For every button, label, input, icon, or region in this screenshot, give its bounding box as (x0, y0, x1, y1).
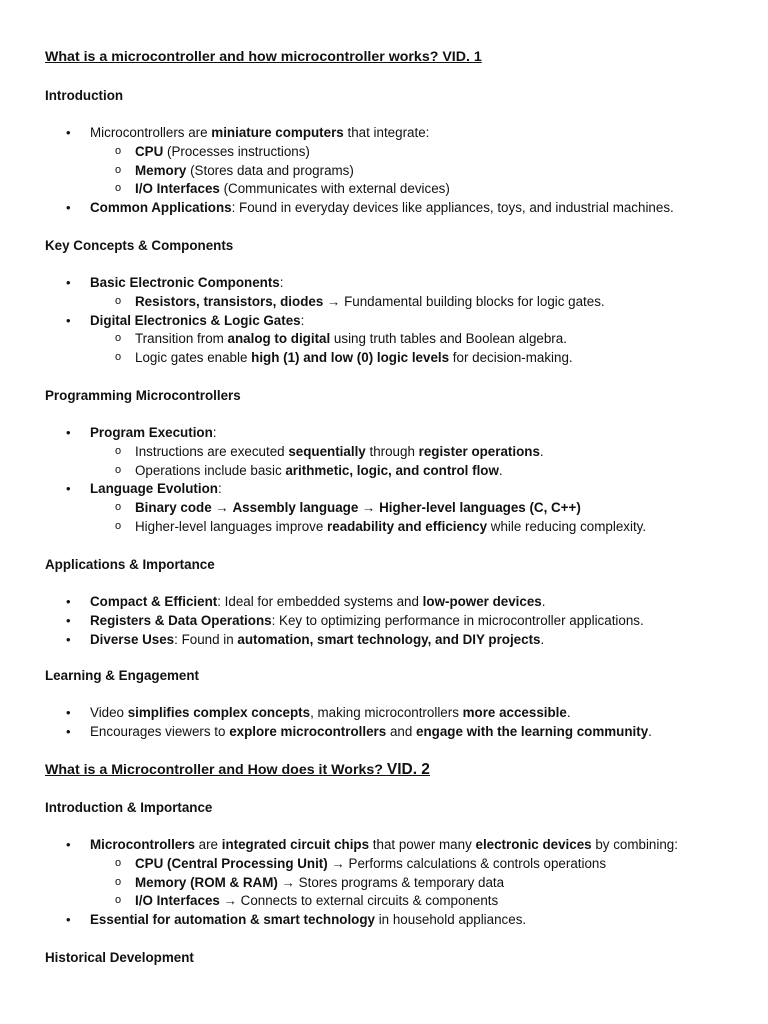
list-applications (0, 593, 768, 649)
text: Logic gates enable (135, 350, 252, 366)
text: → Fundamental building blocks for logic gates. (323, 293, 605, 309)
bold-text: explore microcontrollers (229, 723, 387, 739)
bold-text: I/O Interfaces (135, 181, 220, 197)
bold-text: Essential for automation & smart technology (90, 912, 375, 928)
bullet-item (0, 480, 768, 499)
bullet-item (0, 836, 768, 855)
title-vid2-text: What is a Microcontroller and How does it Works? (45, 762, 387, 778)
text: through (365, 443, 419, 459)
text: Video (90, 705, 128, 720)
text: : (300, 312, 305, 328)
heading-historical-development: Historical Development (45, 950, 194, 965)
bold-text: more accessible (462, 705, 567, 720)
text: : Found in (174, 631, 238, 647)
bold-text: Diverse Uses (90, 631, 175, 647)
sub-bullet-item (0, 874, 768, 893)
text: → (211, 500, 233, 516)
bold-text: I/O Interfaces (135, 893, 220, 909)
sub-bullet-item (0, 162, 768, 181)
bullet-item (0, 124, 768, 143)
bold-text: analog to digital (227, 331, 331, 347)
bold-text: sequentially (288, 443, 366, 459)
text: for decision-making. (449, 350, 573, 366)
sub-bullet-item (0, 499, 768, 518)
sub-bullet-item (0, 180, 768, 199)
bold-text: electronic devices (475, 837, 592, 852)
text: → Performs calculations & controls operations (327, 855, 607, 871)
text: . (566, 705, 571, 720)
text: . (498, 462, 503, 478)
text: : (212, 425, 217, 440)
sub-bullet-item (0, 330, 768, 349)
document-title-vid2 (45, 761, 430, 780)
text: . (540, 631, 545, 647)
bold-text: Common Applications (90, 200, 232, 216)
heading-applications: Applications & Importance (45, 557, 215, 572)
sub-bullet-item (0, 349, 768, 368)
bullet-item (0, 612, 768, 631)
bold-text: CPU (135, 143, 164, 159)
bold-text: Microcontrollers (90, 837, 195, 852)
bullet-item (0, 312, 768, 331)
bold-text: simplifies complex concepts (127, 705, 311, 720)
bold-text: arithmetic, logic, and control flow (285, 462, 499, 478)
bold-text: Higher-level languages (C, C++) (379, 500, 581, 516)
list-programming (0, 424, 768, 537)
text: Encourages viewers to (90, 723, 230, 739)
sub-bullet-item (0, 518, 768, 537)
bold-text: Digital Electronics & Logic Gates (90, 312, 301, 328)
heading-introduction-importance: Introduction & Importance (45, 800, 213, 815)
sub-bullet-item (0, 443, 768, 462)
text: Microcontrollers are (90, 125, 212, 140)
bold-text: Memory (ROM & RAM) (135, 874, 278, 890)
heading-introduction: Introduction (45, 88, 124, 103)
sub-bullet-item (0, 143, 768, 162)
bold-text: engage with the learning community (416, 723, 649, 739)
sub-bullet-item (0, 462, 768, 481)
text: (Communicates with external devices) (219, 181, 450, 197)
bullet-item (0, 593, 768, 612)
list-key-concepts (0, 274, 768, 368)
text: using truth tables and Boolean algebra. (330, 331, 567, 347)
title-vid2-label: VID. 2 (386, 761, 430, 778)
bold-text: Registers & Data Operations (90, 612, 272, 628)
text: : (279, 275, 284, 290)
sub-bullet-item (0, 293, 768, 312)
document-title-vid1: What is a microcontroller and how microcontroller works? VID. 1 (45, 49, 482, 65)
bold-text: Resistors, transistors, diodes (135, 293, 324, 309)
text: that integrate: (343, 125, 430, 140)
bold-text: automation, smart technology, and DIY projects (237, 631, 541, 647)
text: Instructions are executed (135, 443, 289, 459)
heading-programming: Programming Microcontrollers (45, 388, 241, 403)
bold-text: readability and efficiency (327, 518, 488, 534)
bold-text: Binary code (135, 500, 212, 516)
bold-text: register operations (418, 443, 540, 459)
text: and (386, 723, 417, 739)
heading-key-concepts: Key Concepts & Components (45, 238, 234, 253)
list-learning (0, 704, 768, 742)
text: → Stores programs & temporary data (277, 874, 505, 890)
bold-text: CPU (Central Processing Unit) (135, 855, 328, 871)
text: by combining: (591, 837, 678, 852)
text: . (541, 594, 546, 609)
text: while reducing complexity. (487, 518, 647, 534)
bullet-item (0, 911, 768, 930)
text: Transition from (135, 331, 228, 347)
bold-text: Program Execution (90, 425, 213, 440)
text: . (648, 723, 652, 739)
text: : Key to optimizing performance in microcontroller applications. (271, 612, 644, 628)
text: (Processes instructions) (163, 143, 310, 159)
text: . (539, 443, 544, 459)
text: Higher-level languages improve (135, 518, 328, 534)
text: : Ideal for embedded systems and (217, 594, 423, 609)
text: are (194, 837, 222, 852)
bullet-item (0, 631, 768, 650)
bullet-item (0, 723, 768, 742)
bold-text: low-power devices (422, 594, 542, 609)
text: that power many (369, 837, 476, 852)
text: → Connects to external circuits & components (219, 893, 499, 909)
list-introduction (0, 124, 768, 218)
sub-bullet-item (0, 892, 768, 911)
text: : Found in everyday devices like appliances, toys, and industrial machines. (231, 200, 674, 216)
heading-learning: Learning & Engagement (45, 668, 200, 683)
bold-text: Basic Electronic Components (90, 275, 280, 290)
text: Operations include basic (135, 462, 286, 478)
bullet-item (0, 274, 768, 293)
bold-text: Assembly language (232, 500, 359, 516)
text: in household appliances. (374, 912, 527, 928)
text: → (358, 500, 380, 516)
bold-text: high (1) and low (0) logic levels (251, 350, 450, 366)
text: , making microcontrollers (310, 705, 463, 720)
bold-text: Memory (135, 162, 187, 178)
text: (Stores data and programs) (186, 162, 354, 178)
bullet-item (0, 199, 768, 218)
bold-text: miniature computers (211, 125, 344, 140)
bullet-item (0, 424, 768, 443)
bold-text: Compact & Efficient (90, 594, 218, 609)
text: : (217, 481, 222, 497)
list-introduction-importance (0, 836, 768, 930)
sub-bullet-item (0, 855, 768, 874)
bold-text: integrated circuit chips (221, 837, 370, 852)
bold-text: Language Evolution (90, 481, 218, 497)
bullet-item (0, 704, 768, 723)
